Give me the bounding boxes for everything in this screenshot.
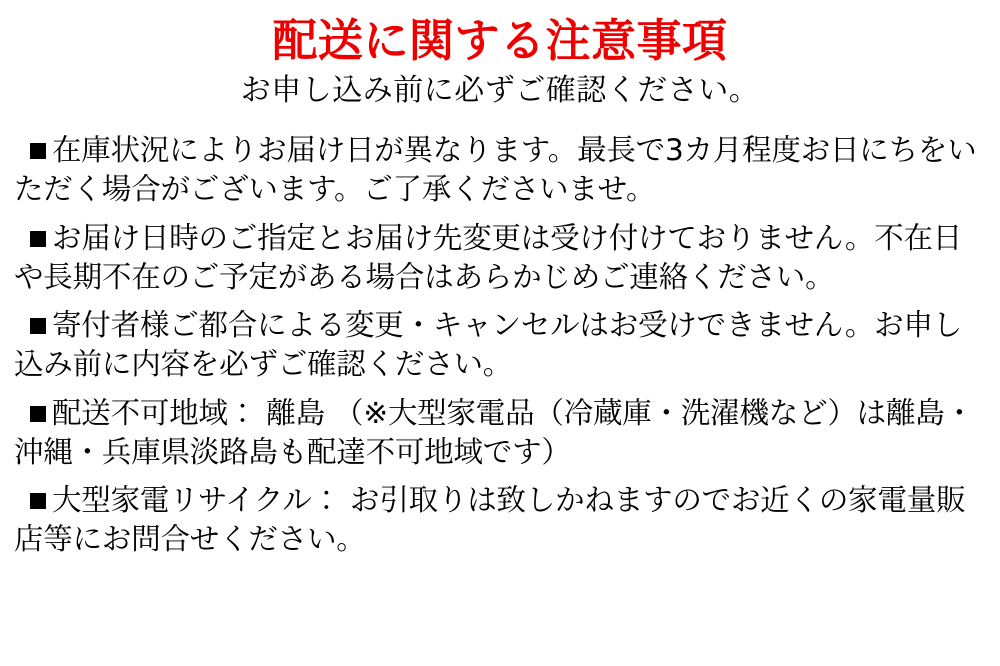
list-item-text: 在庫状況によりお届け日が異なります。最長で3カ月程度お日にちをいただく場合がございます。ご了承くださいませ。 [14, 133, 977, 207]
list-item [14, 394, 986, 472]
list-item-text: 配送不可地域： 離島 （※大型家電品（冷蔵庫・洗濯機など）は離島・沖縄・兵庫県淡路島も配達不可地域です） [14, 395, 974, 469]
list-item [14, 306, 986, 384]
list-item-text: 大型家電リサイクル： お引取りは致しかねますのでお近くの家電量販店等にお問合せください。 [14, 482, 966, 557]
list-item [14, 219, 986, 297]
list-item [14, 481, 986, 559]
list-item-text: 寄付者様ご都合による変更・キャンセルはお受けできません。お申し込み前に内容を必ずご確認ください。 [14, 308, 963, 382]
square-bullet-icon [30, 493, 46, 509]
page-title: 配送に関する注意事項 [272, 14, 728, 67]
list-item-text: お届け日時のご指定とお届け先変更は受け付けておりません。不在日や長期不在のご予定がある場合はあらかじめご連絡ください。 [14, 220, 963, 294]
page-subtitle: お申し込み前に必ずご確認ください。 [240, 73, 760, 109]
notice-list [14, 131, 986, 559]
square-bullet-icon [30, 406, 46, 422]
list-item [14, 131, 986, 209]
square-bullet-icon [30, 143, 46, 159]
square-bullet-icon [30, 318, 46, 334]
square-bullet-icon [30, 231, 46, 247]
